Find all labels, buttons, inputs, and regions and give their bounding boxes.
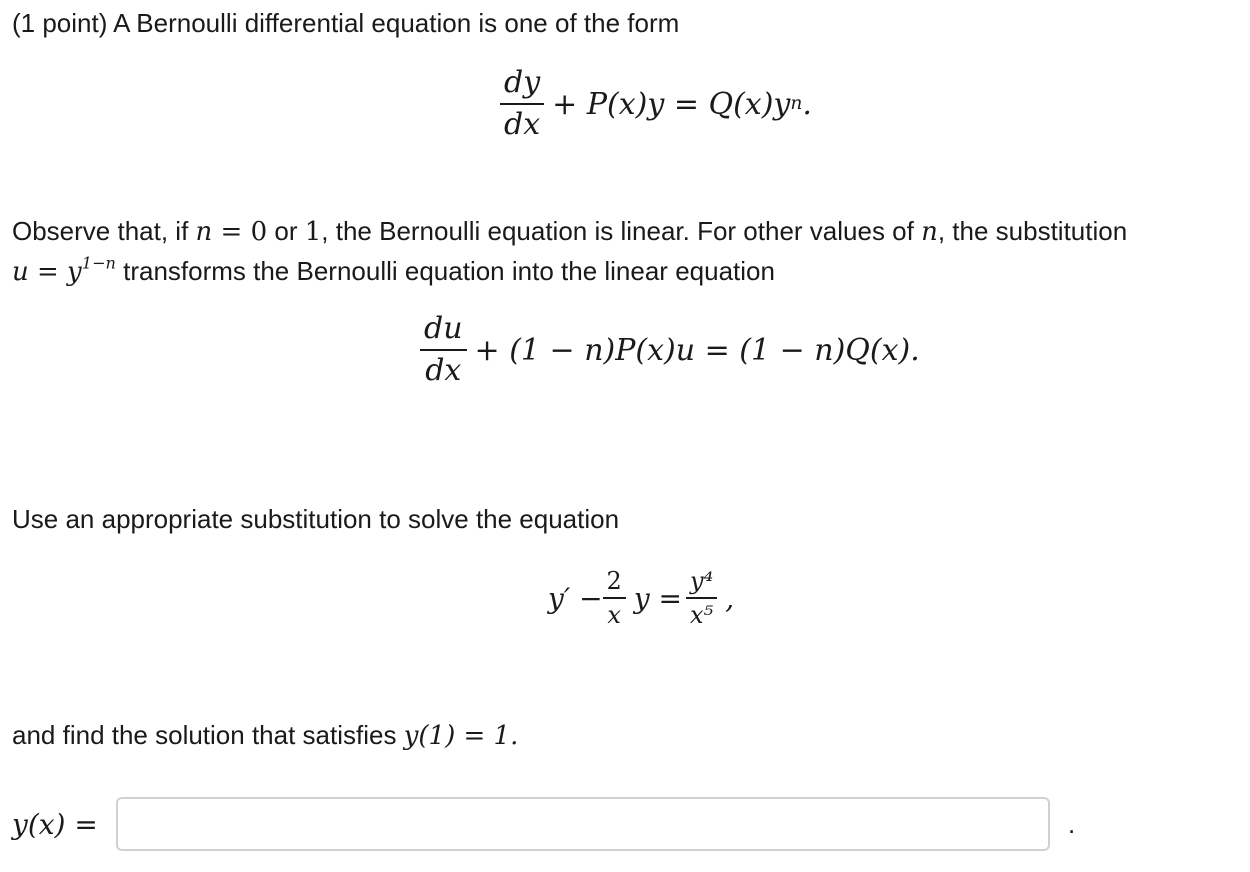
du-dx-fraction [420, 312, 467, 388]
math-exponent: 1−n [81, 253, 116, 273]
text-fragment: Observe that, if [12, 216, 196, 246]
fraction-denominator: x⁵ [690, 601, 714, 629]
math-zero: 0 [250, 217, 268, 247]
text-fragment: and find the solution that satisfies [12, 720, 404, 750]
answer-trailing-period: . [1068, 808, 1076, 839]
fraction-numerator: y⁴ [686, 568, 717, 599]
y4-over-x5-fraction [686, 568, 717, 628]
fraction-numerator: du [420, 312, 467, 351]
problem-intro: (1 point) A Bernoulli differential equation is one of the form [12, 8, 680, 38]
text-fragment: or [267, 216, 305, 246]
target-equation [548, 568, 734, 628]
equation-end: . [802, 86, 812, 122]
fraction-denominator: x [607, 601, 621, 629]
math-one: 1 [304, 217, 322, 247]
equation-rest: + P(x)y = Q(x)y [552, 86, 791, 122]
math-n: n [195, 217, 213, 247]
instruction-text: Use an appropriate substitution to solve the equation [12, 504, 620, 534]
observe-paragraph-line1 [12, 214, 1127, 249]
linear-equation [420, 312, 920, 388]
answer-row [12, 794, 1075, 854]
fraction-numerator: dy [500, 66, 544, 105]
text-fragment: , the substitution [937, 216, 1128, 246]
equation-mid: y = [633, 581, 683, 615]
two-over-x-fraction [603, 568, 626, 628]
answer-label: y(x) = [12, 807, 98, 841]
fraction-denominator: dx [425, 353, 462, 388]
equation-lhs: y′ − [548, 581, 603, 615]
math-substitution: u = y [12, 257, 82, 287]
observe-paragraph-line2 [12, 254, 775, 289]
dy-dx-fraction [500, 66, 544, 142]
math-condition: y(1) = 1. [403, 721, 519, 751]
initial-condition-text [12, 718, 518, 753]
fraction-denominator: dx [504, 107, 541, 142]
bernoulli-general-equation: $\frac{dy}{dx}$ + P(x)y = Q(x)y n . [500, 66, 812, 142]
math-equals: = [212, 217, 251, 247]
equation-tail: , [725, 581, 735, 615]
math-n: n [921, 217, 938, 247]
text-fragment: , the Bernoulli equation is linear. For other values of [321, 216, 922, 246]
fraction-numerator: 2 [603, 568, 626, 599]
text-fragment: transforms the Bernoulli equation into the linear equation [115, 256, 775, 286]
equation-rest: + (1 − n)P(x)u = (1 − n)Q(x). [474, 332, 920, 368]
answer-input[interactable] [116, 797, 1050, 851]
